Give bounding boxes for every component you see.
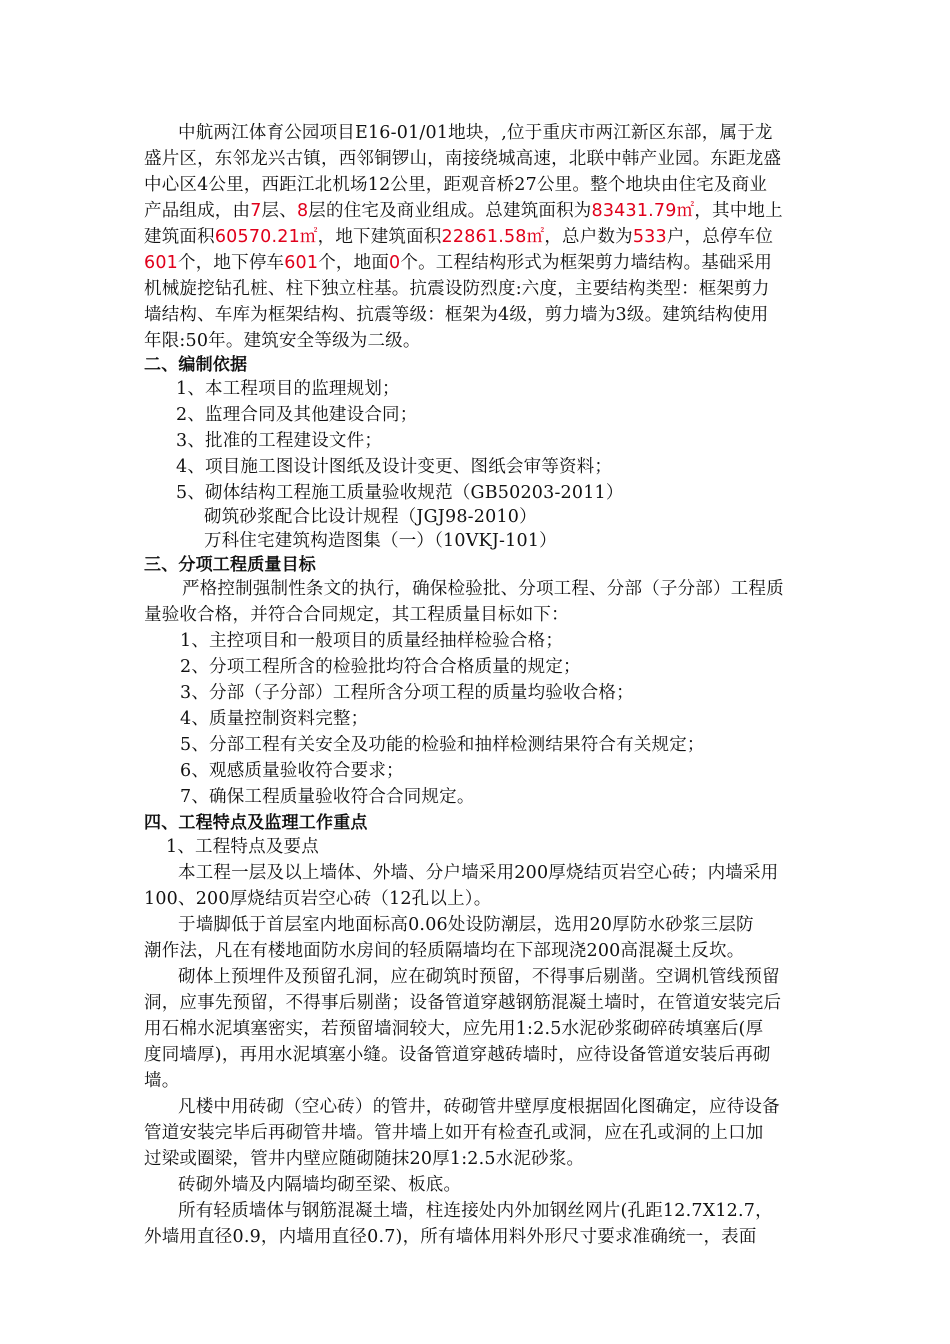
para1-line4: [144, 198, 814, 224]
body-line: 墙。: [144, 1071, 180, 1091]
para1-line9: 年限:50年。建筑安全等级为二级。: [144, 331, 421, 351]
list-item: 5、砌体结构工程施工质量验收规范（GB50203-2011）: [176, 483, 624, 503]
list-item: 4、项目施工图设计图纸及设计变更、图纸会审等资料；: [176, 457, 613, 477]
list-item: 2、分项工程所含的检验批均符合合格质量的规定；: [180, 657, 581, 677]
text-run: 户，总停车位: [666, 227, 774, 247]
text-run: 层、: [261, 201, 297, 221]
text-run: 个，地面: [318, 253, 390, 273]
highlight-value: 0: [389, 253, 401, 273]
para1-line6: [144, 250, 814, 276]
text-run: 个。工程结构形式为框架剪力墙结构。基础采用: [400, 253, 773, 273]
body-line: 砌体上预埋件及预留孔洞，应在砌筑时预留，不得事后剔凿。空调机管线预留: [178, 967, 780, 987]
text-run: 层的住宅及商业组成。总建筑面积为: [308, 201, 592, 221]
para1-line5: [144, 224, 814, 250]
body-line: 砖砌外墙及内隔墙均砌至梁、板底。: [178, 1175, 462, 1195]
text-run: ，其中地上: [694, 201, 783, 221]
body-line: 管道安装完毕后再砌管井墙。管井墙上如开有检查孔或洞，应在孔或洞的上口加: [144, 1123, 764, 1143]
highlight-value: 83431.79㎡: [591, 201, 695, 221]
highlight-value: 8: [296, 201, 309, 221]
body-line: 过梁或圈梁，管井内壁应随砌随抹20厚1:2.5水泥砂浆。: [144, 1149, 585, 1169]
body-line: 外墙用直径0.9，内墙用直径0.7)，所有墙体用料外形尺寸要求准确统一，表面: [144, 1227, 757, 1247]
body-line: 洞，应事先预留，不得事后剔凿；设备管道穿越钢筋混凝土墙时，在管道安装完后: [144, 993, 782, 1013]
para1-line2: 盛片区，东邻龙兴古镇，西邻铜锣山，南接绕城高速，北联中韩产业园。东距龙盛: [144, 149, 782, 169]
section3-intro-line2: 量验收合格，并符合合同规定，其工程质量目标如下：: [144, 605, 569, 625]
section2-heading: 二、编制依据: [144, 355, 248, 375]
section4-subheading: 1、工程特点及要点: [166, 837, 319, 857]
para1-line3: 中心区4公里，西距江北机场12公里，距观音桥27公里。整个地块由住宅及商业: [144, 175, 768, 195]
body-line: 本工程一层及以上墙体、外墙、分户墙采用200厚烧结页岩空心砖；内墙采用: [178, 863, 779, 883]
text-run: 产品组成，由: [144, 201, 251, 221]
list-item: 6、观感质量验收符合要求；: [180, 761, 404, 781]
highlight-value: 22861.58㎡: [441, 227, 545, 247]
list-item: 1、主控项目和一般项目的质量经抽样检验合格；: [180, 631, 564, 651]
body-line: 凡楼中用砖砌（空心砖）的管井，砖砌管井壁厚度根据固化图确定，应待设备: [178, 1097, 780, 1117]
body-line: 100、200厚烧结页岩空心砖（12孔以上）。: [144, 889, 492, 909]
para1-line8: 墙结构、车库为框架结构、抗震等级：框架为4级，剪力墙为3级。建筑结构使用: [144, 305, 769, 325]
list-item: 3、分部（子分部）工程所含分项工程的质量均验收合格；: [180, 683, 634, 703]
body-line: 所有轻质墙体与钢筋混凝土墙，柱连接处内外加钢丝网片(孔距12.7X12.7，: [178, 1201, 773, 1221]
highlight-value: 7: [250, 201, 262, 221]
list-item: 5、分部工程有关安全及功能的检验和抽样检测结果符合有关规定；: [180, 735, 705, 755]
text-run: 个，地下停车: [178, 253, 285, 273]
list-item: 7、确保工程质量验收符合合同规定。: [180, 787, 475, 807]
list-item: 1、本工程项目的监理规划；: [176, 379, 400, 399]
body-line: 用石棉水泥填塞密实，若预留墙洞较大，应先用1:2.5水泥砂浆砌碎砖填塞后(厚: [144, 1019, 764, 1039]
highlight-value: 601: [144, 253, 179, 273]
list-item: 万科住宅建筑构造图集（一）（10VKJ-101）: [204, 531, 557, 551]
list-item: 2、监理合同及其他建设合同；: [176, 405, 418, 425]
body-line: 度同墙厚)，再用水泥填塞小缝。设备管道穿越砖墙时，应待设备管道安装后再砌: [144, 1045, 771, 1065]
section4-heading: 四、工程特点及监理工作重点: [144, 813, 368, 833]
section3-heading: 三、分项工程质量目标: [144, 555, 316, 575]
highlight-value: 601: [284, 253, 319, 273]
list-item: 砌筑砂浆配合比设计规程（JGJ98-2010）: [204, 507, 537, 527]
highlight-value: 533: [632, 227, 667, 247]
text-run: ，总户数为: [544, 227, 633, 247]
body-line: 于墙脚低于首层室内地面标高0.06处设防潮层，选用20厚防水砂浆三层防: [178, 915, 754, 935]
para1-line7: 机械旋挖钻孔桩、柱下独立柱基。抗震设防烈度:六度，主要结构类型：框架剪力: [144, 279, 770, 299]
list-item: 3、批准的工程建设文件；: [176, 431, 383, 451]
text-run: 建筑面积: [144, 227, 215, 247]
body-line: 潮作法，凡在有楼地面防水房间的轻质隔墙均在下部现浇200高混凝土反坎。: [144, 941, 745, 961]
text-run: ，地下建筑面积: [317, 227, 442, 247]
section3-intro-line1: 严格控制强制性条文的执行，确保检验批、分项工程、分部（子分部）工程质: [182, 579, 784, 599]
para1-line1: 中航两江体育公园项目E16-01/01地块，,位于重庆市两江新区东部，属于龙: [178, 123, 773, 143]
list-item: 4、质量控制资料完整；: [180, 709, 369, 729]
highlight-value: 60570.21㎡: [214, 227, 318, 247]
